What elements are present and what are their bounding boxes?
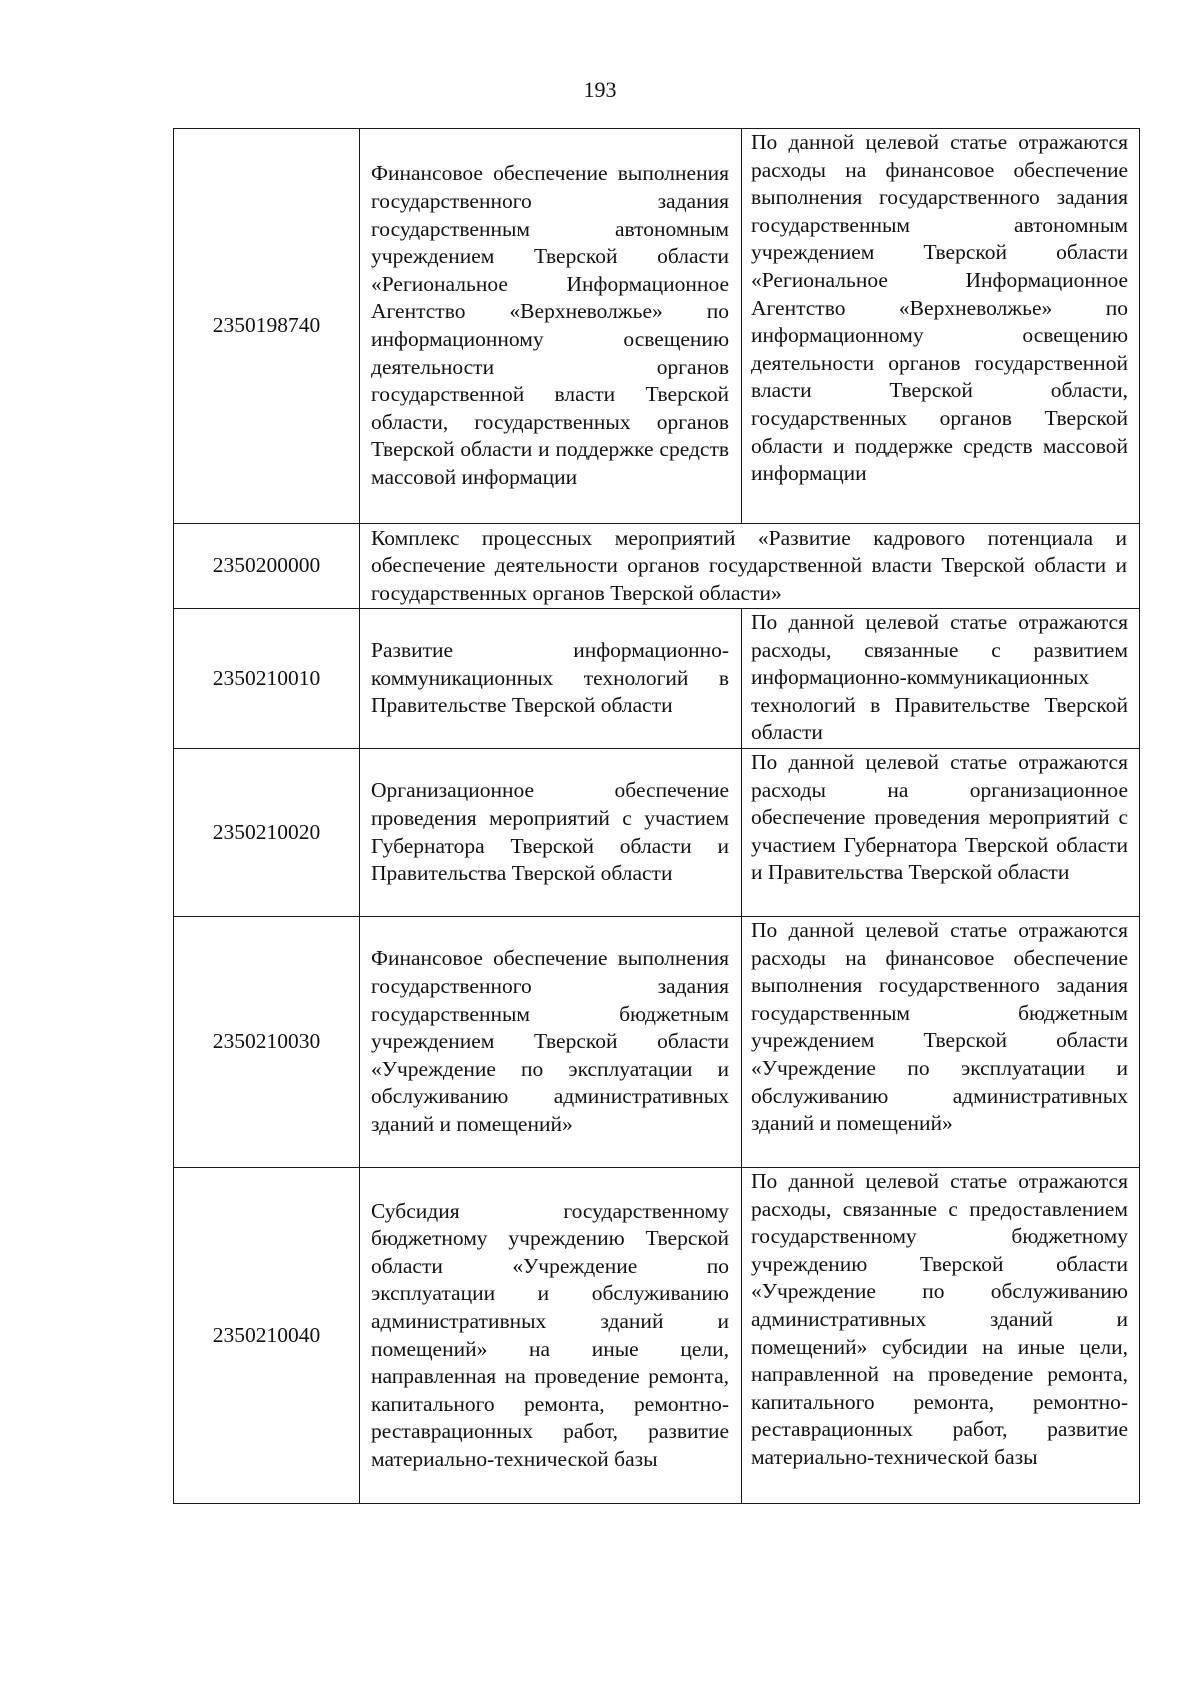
article-name-text: Финансовое обеспечение выполнения государственного задания государственным бюджетным учреждением Тверской области «Учреждение по эксплуатации и обслуживанию административных зданий и помещений» (371, 946, 729, 1136)
article-name (360, 1168, 742, 1504)
page-number: 193 (583, 77, 617, 102)
article-name (360, 917, 742, 1168)
article-description-text: По данной целевой статье отражаются расходы на финансовое обеспечение выполнения государственного задания государственным бюджетным учреждением Тверской области «Учреждение по эксплуатации и обслуживанию административных зданий и помещений» (751, 918, 1128, 1136)
article-code: 2350198740 (174, 129, 360, 524)
article-description-text: По данной целевой статье отражаются расходы на финансовое обеспечение выполнения государственного задания государственным автономным учреждением Тверской области «Региональное Информационное Агентство «Верхневолжье» по информационному освещению деятельности органов государственной власти Тверской области, государственных органов Тверской области и поддержке средств массовой информации (751, 130, 1128, 486)
table-row (174, 749, 1140, 917)
article-code: 2350210020 (174, 749, 360, 917)
target-articles-table (173, 128, 1140, 1504)
article-description (742, 749, 1140, 917)
article-name-text: Организационное обеспечение проведения мероприятий с участием Губернатора Тверской области и Правительства Тверской области (371, 778, 729, 886)
table-row (174, 129, 1140, 524)
article-name (360, 749, 742, 917)
article-description-text: По данной целевой статье отражаются расходы, связанные с развитием информационно-коммуникационных технологий в Правительстве Тверской области (751, 610, 1128, 745)
table-row (174, 1168, 1140, 1504)
table-row (174, 917, 1140, 1168)
article-name (360, 524, 1140, 609)
article-name-text: Финансовое обеспечение выполнения государственного задания государственным автономным учреждением Тверской области «Региональное Информационное Агентство «Верхневолжье» по информационному освещению деятельности органов государственной власти Тверской области, государственных органов Тверской области и поддержке средств массовой информации (371, 161, 729, 489)
table-row (174, 609, 1140, 749)
article-description (742, 129, 1140, 524)
article-code: 2350210040 (174, 1168, 360, 1504)
article-name-text: Комплекс процессных мероприятий «Развитие кадрового потенциала и обеспечение деятельности органов государственной власти Тверской области и государственных органов Тверской области» (371, 525, 1127, 605)
article-name (360, 609, 742, 749)
article-code: 2350200000 (174, 524, 360, 609)
article-name-text: Развитие информационно-коммуникационных технологий в Правительстве Тверской области (371, 638, 729, 718)
article-code: 2350210030 (174, 917, 360, 1168)
article-description-text: По данной целевой статье отражаются расходы на организационное обеспечение проведения мероприятий с участием Губернатора Тверской области и Правительства Тверской области (751, 750, 1128, 885)
article-description-text: По данной целевой статье отражаются расходы, связанные с предоставлением государственному бюджетному учреждению Тверской области «Учреждение по обслуживанию административных зданий и помещений» субсидии на иные цели, направленной на проведение ремонта, капитального ремонта, ремонтно-реставрационных работ, развитие материально-технической базы (751, 1169, 1128, 1469)
article-description (742, 1168, 1140, 1504)
table-row (174, 524, 1140, 609)
article-name-text: Субсидия государственному бюджетному учреждению Тверской области «Учреждение по эксплуатации и обслуживанию административных зданий и помещений» на иные цели, направленная на проведение ремонта, капитального ремонта, ремонтно-реставрационных работ, развитие материально-технической базы (371, 1198, 729, 1471)
article-description (742, 917, 1140, 1168)
article-name (360, 129, 742, 524)
article-description (742, 609, 1140, 749)
article-code: 2350210010 (174, 609, 360, 749)
